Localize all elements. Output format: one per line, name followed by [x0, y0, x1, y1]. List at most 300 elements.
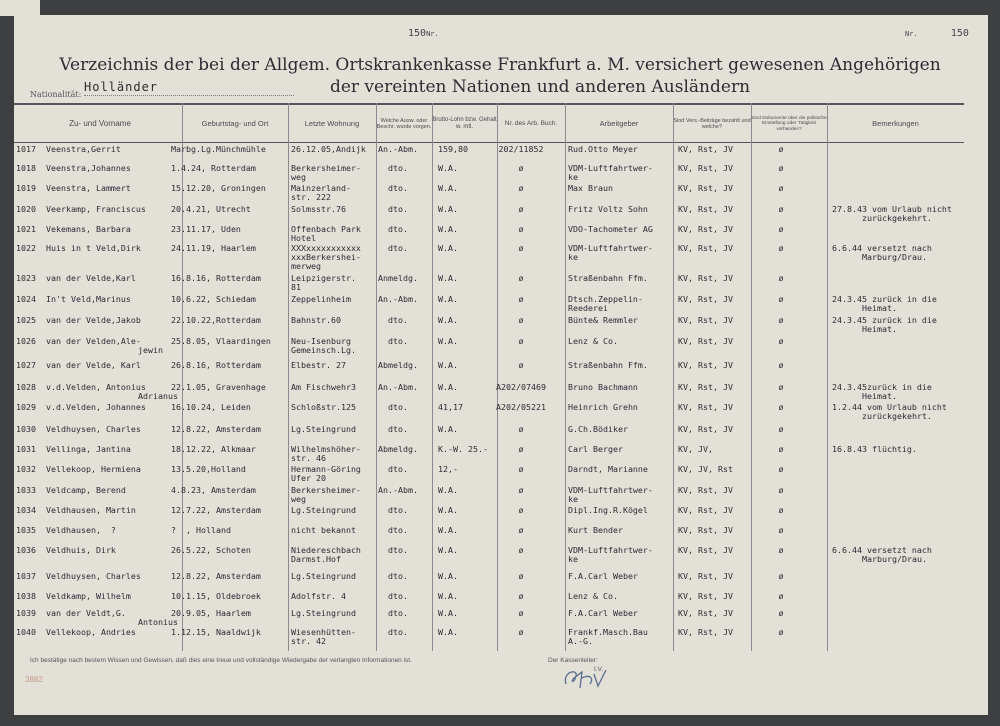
last-address-line: nicht bekannt: [291, 525, 356, 535]
registration-status-line: Abmeldg.: [378, 360, 418, 370]
workbook-number-line: ø: [518, 294, 524, 304]
employer-name-line: Reederei: [568, 303, 608, 313]
person-name-line: van der Velde,Karl: [46, 273, 136, 283]
gross-wage: [438, 295, 458, 304]
gross-wage: [438, 316, 458, 325]
birth-date-place-line: 4.8.23, Amsterdam: [171, 485, 256, 495]
person-name-line: In't Veld,Marinus: [46, 294, 131, 304]
header-address: Letzte Wohnung: [304, 118, 360, 128]
registration-status: [388, 244, 408, 253]
last-address-line: Elbestr. 27: [291, 360, 346, 370]
gross-wage-line: W.A.: [438, 545, 458, 555]
last-address: [291, 244, 361, 271]
last-address-line: Bahnstr.60: [291, 315, 341, 325]
workbook-number: [496, 383, 546, 392]
row-number: [16, 145, 36, 154]
documents-marker: [779, 184, 784, 193]
contributions-paid: [678, 316, 733, 325]
workbook-number-line: ø: [518, 591, 524, 601]
employer-name-line: ke: [568, 252, 578, 262]
row-number: [16, 506, 36, 515]
contributions-paid-line: KV, Rst, JV: [678, 315, 733, 325]
contributions-paid-line: KV, Rst, JV: [678, 183, 733, 193]
row-number-line: 1032: [16, 464, 36, 474]
documents-marker-line: ø: [778, 444, 784, 454]
workbook-number: [519, 316, 524, 325]
workbook-number-line: ø: [518, 424, 524, 434]
registration-status-line: dto.: [388, 243, 408, 253]
person-name-line: Vekemans, Barbara: [46, 224, 131, 234]
header-birth: Geburtstag- und Ort: [201, 118, 269, 128]
person-name-line: Veldhausen, Martin: [46, 505, 136, 515]
birth-date-place: [171, 506, 261, 515]
gross-wage-line: W.A.: [438, 183, 458, 193]
gross-wage: [438, 244, 458, 253]
employer-name-line: ke: [568, 554, 578, 564]
row-number-line: 1030: [16, 424, 36, 434]
person-name: [46, 145, 121, 154]
last-address: [291, 337, 356, 355]
workbook-number: [519, 225, 524, 234]
header-name: Zu- und Vorname: [69, 119, 131, 129]
person-name: [46, 403, 146, 412]
gross-wage: [438, 145, 468, 154]
contributions-paid-line: KV, Rst, JV: [678, 627, 733, 637]
person-name: [46, 445, 131, 454]
remarks-line: 6.6.44 versetzt nach: [832, 545, 932, 555]
last-address-line: Gemeinsch.Lg.: [291, 345, 356, 355]
last-address-line: Berkersheimer-: [291, 485, 361, 495]
employer-name-line: VDM-Luftfahrtwer-: [568, 545, 653, 555]
remarks-line: Heimat.: [862, 303, 897, 313]
last-address: [291, 316, 341, 325]
birth-date-place: [171, 164, 256, 173]
last-address-line: Wilhelmshöher-: [291, 444, 361, 454]
person-name: [46, 546, 116, 555]
documents-marker: [779, 526, 784, 535]
birth-date-place: [171, 526, 231, 535]
workbook-number: [519, 425, 524, 434]
employer-name-line: Straßenbahn Ffm.: [568, 360, 648, 370]
last-address-line: Hotel: [291, 233, 316, 243]
last-address-line: XXXxxxxxxxxxxx: [291, 243, 361, 253]
header-documents: Sind Dokumente über die politische Einstellung oder Tätigkeit vorhanden?: [751, 115, 827, 132]
last-address: [291, 486, 361, 504]
employer-name: [568, 145, 638, 154]
last-address-line: weg: [291, 494, 306, 504]
documents-marker: [779, 506, 784, 515]
gross-wage-line: W.A.: [438, 243, 458, 253]
column-divider: [673, 103, 674, 651]
documents-marker: [779, 592, 784, 601]
employer-name-line: F.A.Carl Weber: [568, 571, 638, 581]
employer-name-line: Rud.Otto Meyer: [568, 144, 638, 154]
birth-date-place: [171, 337, 271, 346]
documents-marker-line: ø: [778, 183, 784, 193]
employer-name: [568, 337, 618, 346]
documents-marker-line: ø: [778, 336, 784, 346]
documents-marker: [779, 205, 784, 214]
birth-date-place: [171, 383, 266, 392]
row-number: [16, 205, 36, 214]
person-name-line: Antonius: [138, 617, 178, 627]
last-address: [291, 546, 361, 564]
gross-wage-line: 12,-: [438, 464, 458, 474]
workbook-number-line: ø: [518, 243, 524, 253]
birth-date-place: [171, 592, 261, 601]
row-number-line: 1034: [16, 505, 36, 515]
gross-wage-line: W.A.: [438, 360, 458, 370]
birth-date-place-line: 23.11.17, Uden: [171, 224, 241, 234]
gross-wage-line: 159,80: [438, 144, 468, 154]
documents-marker: [779, 244, 784, 253]
gross-wage: [438, 403, 463, 412]
employer-name: [568, 609, 638, 618]
workbook-number: [519, 546, 524, 555]
gross-wage-line: W.A.: [438, 505, 458, 515]
remarks: [832, 403, 947, 421]
documents-marker-line: ø: [778, 525, 784, 535]
person-name-line: Veldhausen, ?: [46, 525, 116, 535]
contributions-paid-line: KV, Rst, JV: [678, 360, 733, 370]
employer-name-line: Bruno Bachmann: [568, 382, 638, 392]
person-name-line: v.d.Velden, Antonius: [46, 382, 146, 392]
last-address: [291, 164, 361, 182]
person-name-line: v.d.Velden, Johannes: [46, 402, 146, 412]
remarks: [832, 295, 937, 313]
workbook-number: [519, 337, 524, 346]
last-address-line: Lg.Steingrund: [291, 505, 356, 515]
remarks-line: Marburg/Drau.: [862, 252, 927, 262]
employer-name-line: Dipl.Ing.R.Kögel: [568, 505, 648, 515]
birth-date-place-line: 16.8.16, Rotterdam: [171, 273, 261, 283]
last-address-line: Lg.Steingrund: [291, 424, 356, 434]
gross-wage-line: W.A.: [438, 294, 458, 304]
remarks: [832, 244, 932, 262]
birth-date-place: [171, 546, 251, 555]
registration-status-line: dto.: [388, 424, 408, 434]
employer-name: [568, 295, 643, 313]
gross-wage-line: W.A.: [438, 424, 458, 434]
row-number-line: 1039: [16, 608, 36, 618]
row-number-line: 1018: [16, 163, 36, 173]
birth-date-place: [171, 628, 261, 637]
person-name: [46, 383, 178, 401]
workbook-number: [519, 205, 524, 214]
contributions-paid-line: KV, Rst, JV: [678, 336, 733, 346]
contributions-paid: [678, 184, 733, 193]
employer-name-line: Kurt Bender: [568, 525, 623, 535]
person-name-line: van der Velde,Jakob: [46, 315, 141, 325]
registration-status-line: dto.: [388, 627, 408, 637]
registration-status: [388, 184, 408, 193]
nationality-underline: [84, 95, 294, 96]
last-address-line: Schloßstr.125: [291, 402, 356, 412]
workbook-number-line: ø: [518, 608, 524, 618]
last-address-line: merweg: [291, 261, 321, 271]
registration-status-line: dto.: [388, 224, 408, 234]
gross-wage: [438, 592, 458, 601]
birth-date-place: [171, 244, 256, 253]
contributions-paid: [678, 383, 733, 392]
documents-marker: [779, 445, 784, 454]
documents-marker-line: ø: [778, 571, 784, 581]
employer-name: [568, 184, 613, 193]
workbook-number: [499, 145, 544, 154]
person-name: [46, 592, 131, 601]
last-address-line: Offenbach Park: [291, 224, 361, 234]
documents-marker-line: ø: [778, 627, 784, 637]
employer-name-line: ke: [568, 172, 578, 182]
person-name: [46, 337, 163, 355]
registration-status: [388, 465, 408, 474]
contributions-paid-line: KV, Rst, JV: [678, 505, 733, 515]
person-name: [46, 205, 146, 214]
documents-marker: [779, 403, 784, 412]
row-number: [16, 572, 36, 581]
employer-name: [568, 164, 653, 182]
employer-name: [568, 205, 648, 214]
registration-status: [388, 609, 408, 618]
gross-wage: [438, 546, 458, 555]
remarks: [832, 546, 932, 564]
documents-marker-line: ø: [778, 294, 784, 304]
last-address: [291, 506, 356, 515]
gross-wage: [438, 274, 458, 283]
row-number: [16, 337, 36, 346]
workbook-number: [519, 486, 524, 495]
contributions-paid: [678, 425, 733, 434]
workbook-number: [519, 465, 524, 474]
workbook-number: [519, 244, 524, 253]
birth-date-place-line: 10.6.22, Schiedam: [171, 294, 256, 304]
birth-date-place: [171, 572, 261, 581]
birth-date-place: [171, 274, 261, 283]
registration-status-line: dto.: [388, 163, 408, 173]
row-number: [16, 316, 36, 325]
row-number-line: 1026: [16, 336, 36, 346]
workbook-number-line: ø: [518, 525, 524, 535]
row-number: [16, 526, 36, 535]
last-address-line: str. 42: [291, 636, 326, 646]
birth-date-place: [171, 145, 266, 154]
remarks-line: 6.6.44 versetzt nach: [832, 243, 932, 253]
row-number-line: 1021: [16, 224, 36, 234]
employer-name-line: Darndt, Marianne: [568, 464, 648, 474]
person-name-line: Veenstra,Gerrit: [46, 144, 121, 154]
documents-marker: [779, 295, 784, 304]
documents-marker-line: ø: [778, 315, 784, 325]
registration-status: [378, 486, 418, 495]
person-name-line: Huis in t Veld,Dirk: [46, 243, 141, 253]
remarks-line: zurückgekehrt.: [862, 411, 932, 421]
registration-status-line: dto.: [388, 545, 408, 555]
header-remarks: Bemerkungen: [872, 118, 919, 128]
person-name: [46, 506, 136, 515]
row-number: [16, 609, 36, 618]
row-number-line: 1033: [16, 485, 36, 495]
workbook-number: [519, 445, 524, 454]
birth-date-place-line: 26.8.16, Rotterdam: [171, 360, 261, 370]
workbook-number: [519, 609, 524, 618]
last-address-line: Darmst.Hof: [291, 554, 341, 564]
registration-status-line: dto.: [388, 204, 408, 214]
registration-status-line: An.-Abm.: [378, 294, 418, 304]
registration-status-line: Anmeldg.: [378, 273, 418, 283]
person-name: [46, 316, 141, 325]
last-address: [291, 572, 356, 581]
workbook-number-line: ø: [518, 444, 524, 454]
last-address-line: Lg.Steingrund: [291, 571, 356, 581]
workbook-number: [519, 592, 524, 601]
remarks: [832, 205, 952, 223]
person-name-line: Veldhuysen, Charles: [46, 424, 141, 434]
gross-wage-line: W.A.: [438, 204, 458, 214]
employer-name-line: Lenz & Co.: [568, 591, 618, 601]
person-name-line: Vellekoop, Andries: [46, 627, 136, 637]
last-address-line: Leipzigerstr.: [291, 273, 356, 283]
registration-status-line: An.-Abm.: [378, 485, 418, 495]
remarks-line: 24.3.45 zurück in die: [832, 315, 937, 325]
row-number: [16, 546, 36, 555]
remarks: [832, 316, 937, 334]
person-name-line: van der Velden,Ale-: [46, 336, 141, 346]
workbook-number-line: ø: [518, 336, 524, 346]
employer-name-line: Bünte& Remmler: [568, 315, 638, 325]
contributions-paid-line: KV, Rst, JV: [678, 163, 733, 173]
person-name-line: Veldkamp, Wilhelm: [46, 591, 131, 601]
row-number-line: 1019: [16, 183, 36, 193]
contributions-paid: [678, 465, 733, 474]
documents-marker-line: ø: [778, 608, 784, 618]
row-number: [16, 164, 36, 173]
last-address-line: Zeppelinheim: [291, 294, 351, 304]
gross-wage-line: W.A.: [438, 224, 458, 234]
person-name: [46, 184, 131, 193]
row-number-line: 1020: [16, 204, 36, 214]
workbook-number-line: ø: [518, 204, 524, 214]
employer-name: [568, 361, 648, 370]
header-employer: Arbeitgeber: [599, 118, 639, 128]
contributions-paid: [678, 445, 713, 454]
contributions-paid-line: KV, Rst, JV: [678, 144, 733, 154]
certification-text: Ich bestätige nach bestem Wissen und Gewissen, daß dies eine treue und vollständige Wiedergabe der verlangten Informationen ist.: [30, 657, 412, 664]
gross-wage-line: W.A.: [438, 163, 458, 173]
gross-wage: [438, 337, 458, 346]
contributions-paid-line: KV, Rst, JV: [678, 608, 733, 618]
documents-marker: [779, 164, 784, 173]
registration-status: [388, 425, 408, 434]
row-number: [16, 295, 36, 304]
employer-name-line: Heinrich Grehn: [568, 402, 638, 412]
contributions-paid: [678, 546, 733, 555]
birth-date-place-line: 12.8.22, Amsterdam: [171, 424, 261, 434]
row-number: [16, 425, 36, 434]
birth-date-place-line: 26.5.22, Schoten: [171, 545, 251, 555]
last-address: [291, 225, 361, 243]
documents-marker: [779, 337, 784, 346]
documents-marker: [779, 225, 784, 234]
remarks: [832, 445, 917, 454]
person-name-line: jewin: [138, 345, 163, 355]
employer-name-line: G.Ch.Bödiker: [568, 424, 628, 434]
employer-name: [568, 592, 618, 601]
registration-status: [388, 337, 408, 346]
row-number-line: 1037: [16, 571, 36, 581]
workbook-number-line: ø: [518, 315, 524, 325]
row-number-line: 1022: [16, 243, 36, 253]
gross-wage: [438, 572, 458, 581]
registration-status: [378, 361, 418, 370]
gross-wage: [438, 205, 458, 214]
person-name-line: Vellekoop, Hermiena: [46, 464, 141, 474]
documents-marker-line: ø: [778, 144, 784, 154]
workbook-number-line: 202/11852: [498, 144, 544, 154]
documents-marker-line: ø: [778, 382, 784, 392]
contributions-paid: [678, 506, 733, 515]
registration-status-line: dto.: [388, 315, 408, 325]
employer-name-line: VDM-Luftfahrtwer-: [568, 243, 653, 253]
registration-status: [378, 295, 418, 304]
documents-marker-line: ø: [778, 402, 784, 412]
remarks-line: 24.3.45zurück in die: [832, 382, 932, 392]
last-address-line: str. 46: [291, 453, 326, 463]
documents-marker: [779, 145, 784, 154]
workbook-number-line: ø: [518, 571, 524, 581]
birth-date-place: [171, 205, 251, 214]
workbook-number: [519, 274, 524, 283]
workbook-number: [496, 403, 546, 412]
person-name: [46, 225, 131, 234]
employer-name: [568, 628, 648, 646]
last-address: [291, 383, 356, 392]
registration-status: [378, 274, 418, 283]
row-number: [16, 628, 36, 637]
contributions-paid: [678, 337, 733, 346]
registration-status: [388, 526, 408, 535]
documents-marker-line: ø: [778, 360, 784, 370]
contributions-paid-line: KV, Rst, JV: [678, 402, 733, 412]
person-name-line: Veldhuysen, Charles: [46, 571, 141, 581]
contributions-paid-line: KV, Rst, JV: [678, 273, 733, 283]
gross-wage-line: W.A.: [438, 608, 458, 618]
last-address: [291, 274, 356, 292]
birth-date-place-line: Marbg.Lg.Münchmühle: [171, 144, 266, 154]
birth-date-place-line: 25.8.05, Vlaardingen: [171, 336, 271, 346]
birth-date-place-line: 15.12.20, Groningen: [171, 183, 266, 193]
person-name: [46, 244, 141, 253]
registration-status-line: An.-Abm.: [378, 382, 418, 392]
documents-marker-line: ø: [778, 163, 784, 173]
contributions-paid: [678, 295, 733, 304]
employer-name-line: Fritz Voltz Sohn: [568, 204, 648, 214]
employer-name-line: VDO-Tachometer AG: [568, 224, 653, 234]
last-address-line: xxxBerkershei-: [291, 252, 361, 262]
employer-name: [568, 526, 623, 535]
person-name-line: Veenstra,Johannes: [46, 163, 131, 173]
workbook-number: [519, 572, 524, 581]
gross-wage: [438, 184, 458, 193]
row-number: [16, 274, 36, 283]
contributions-paid-line: KV, Rst, JV: [678, 243, 733, 253]
documents-marker-line: ø: [778, 273, 784, 283]
row-number: [16, 225, 36, 234]
gross-wage-line: W.A.: [438, 571, 458, 581]
gross-wage: [438, 225, 458, 234]
employer-name: [568, 383, 638, 392]
employer-name: [568, 506, 648, 515]
row-number-line: 1025: [16, 315, 36, 325]
